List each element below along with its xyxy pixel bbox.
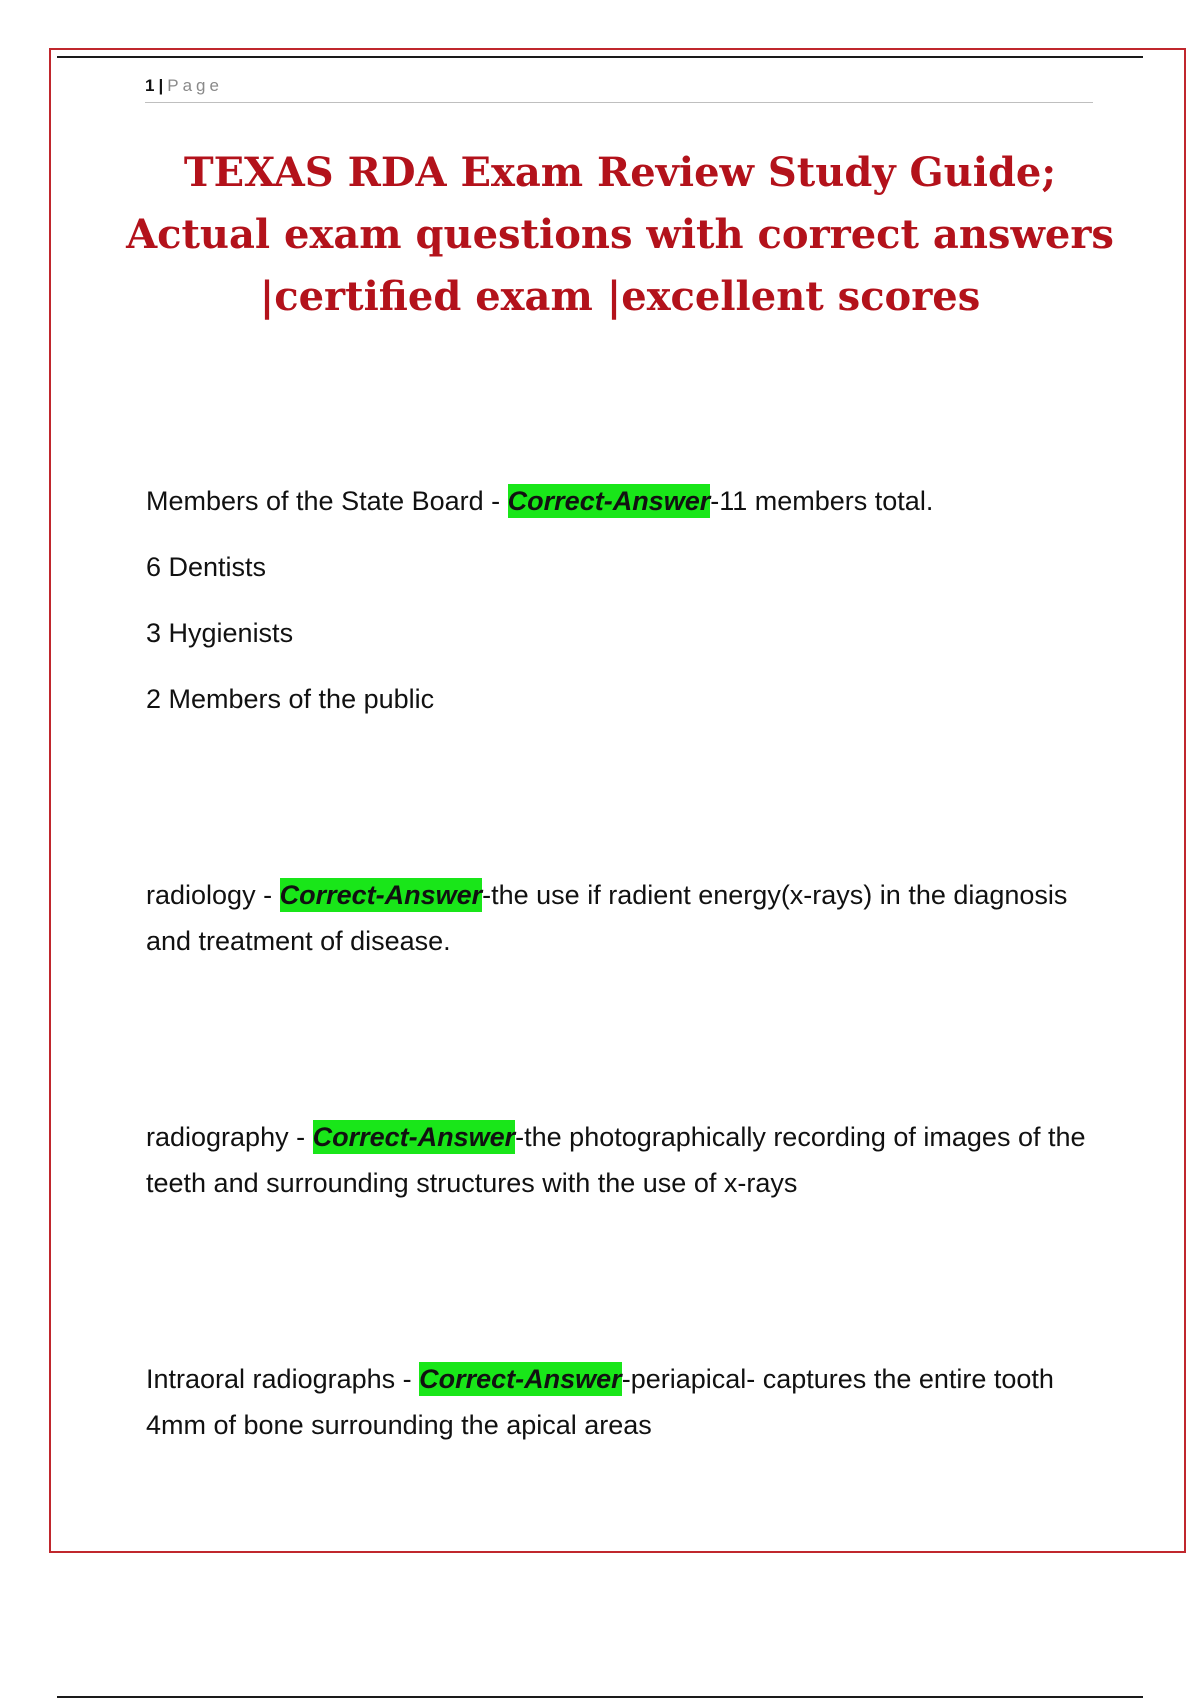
page-label: Page — [167, 76, 223, 95]
answer-detail: 3 Hygienists — [146, 618, 294, 648]
answer-detail: 6 Dentists — [146, 552, 267, 582]
correct-answer-highlight: Correct-Answer — [419, 1364, 622, 1394]
question-line — [146, 1114, 1106, 1206]
correct-answer-highlight: Correct-Answer — [279, 880, 483, 910]
correct-answer-highlight: Correct-Answer — [507, 486, 711, 516]
page-header — [145, 74, 1093, 103]
question-term: radiography - — [146, 1122, 313, 1152]
correct-answer-highlight: Correct-Answer — [312, 1122, 516, 1152]
question-term: radiology - — [146, 880, 280, 910]
answer-detail: 2 Members of the public — [146, 684, 435, 714]
title-line-2: Actual exam questions with correct answers — [126, 211, 1114, 258]
title-line-1: TEXAS RDA Exam Review Study Guide; — [183, 149, 1057, 196]
document-title — [120, 142, 1120, 328]
question-block-3 — [146, 1114, 1106, 1206]
question-term: Intraoral radiographs - — [146, 1364, 420, 1394]
bottom-rule — [57, 1696, 1143, 1698]
question-block-2 — [146, 872, 1106, 964]
question-block-1 — [146, 478, 1106, 722]
question-answer: -the photographically recording of images of the teeth and surrounding structures with the use of x-rays — [146, 1122, 1086, 1198]
top-rule — [57, 56, 1143, 58]
question-term: Members of the State Board - — [146, 486, 508, 516]
page-separator: | — [158, 76, 164, 95]
question-line — [146, 478, 1106, 524]
question-line — [146, 872, 1106, 964]
question-answer: -11 members total. — [710, 486, 934, 516]
question-answer: -the use if radient energy(x-rays) in the diagnosis and treatment of disease. — [146, 880, 1068, 956]
question-line — [146, 1356, 1106, 1448]
question-block-4 — [146, 1356, 1106, 1448]
title-line-3: |certified exam |excellent scores — [259, 273, 981, 320]
page-number: 1 — [145, 76, 155, 95]
question-answer: -periapical- captures the entire tooth 4mm of bone surrounding the apical areas — [146, 1364, 1054, 1440]
